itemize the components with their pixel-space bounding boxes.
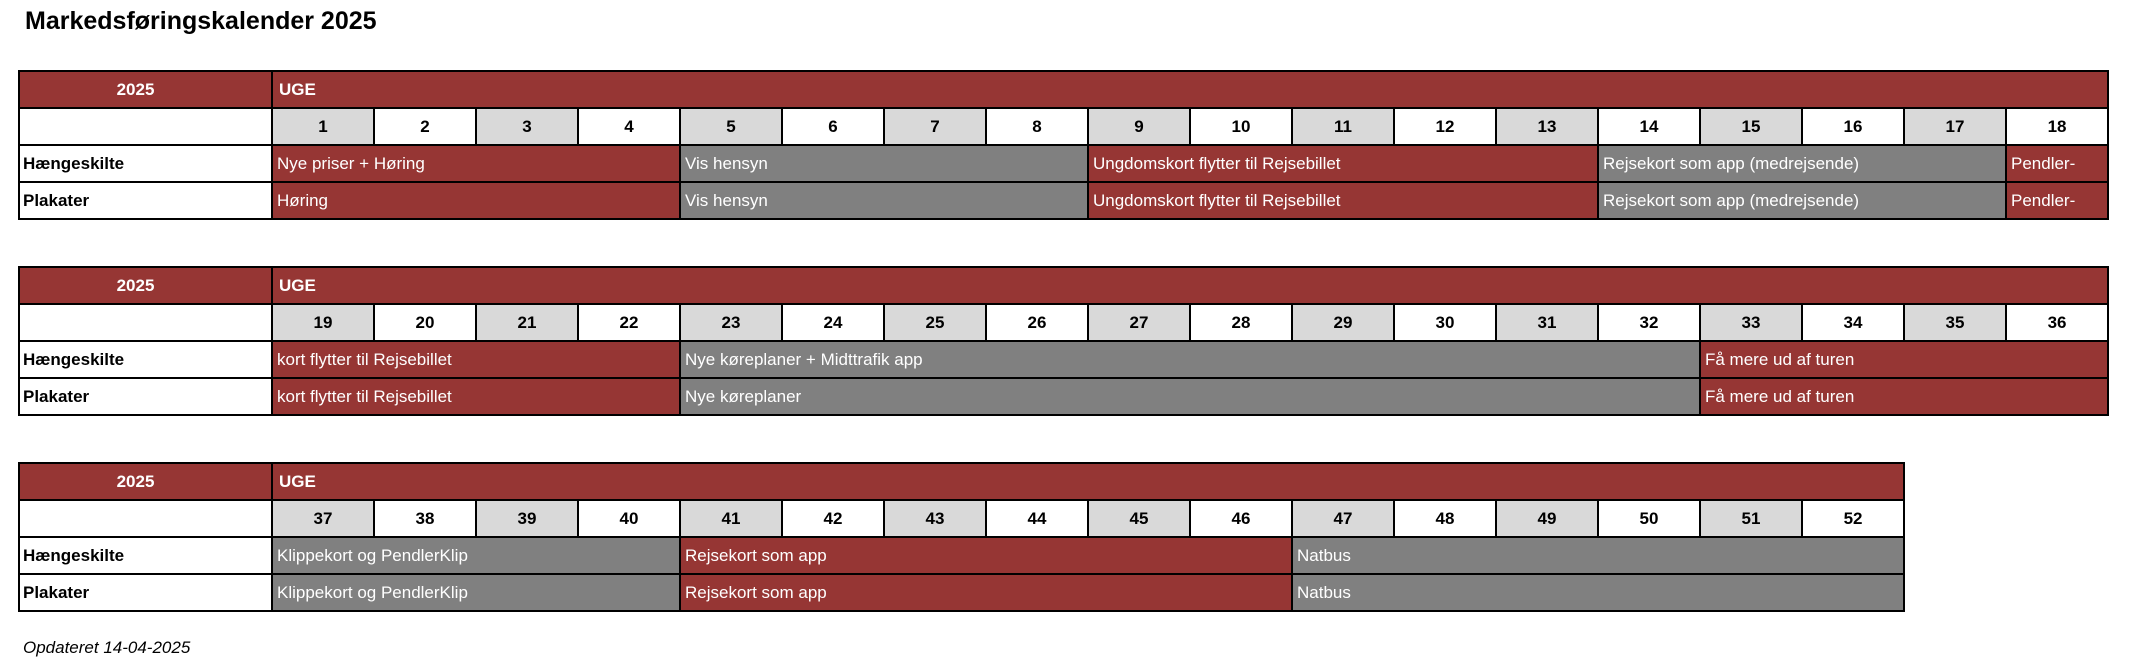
campaign-cell: Få mere ud af turen <box>1700 341 2108 378</box>
campaign-cell: Høring <box>272 182 680 219</box>
campaign-cell: kort flytter til Rejsebillet <box>272 378 680 415</box>
year-label: 2025 <box>19 463 272 500</box>
week-number: 25 <box>884 304 986 341</box>
week-number: 4 <box>578 108 680 145</box>
campaign-cell: Pendler- <box>2006 145 2108 182</box>
week-number: 15 <box>1700 108 1802 145</box>
week-number: 14 <box>1598 108 1700 145</box>
week-number: 3 <box>476 108 578 145</box>
campaign-cell: Rejsekort som app <box>680 537 1292 574</box>
week-number: 17 <box>1904 108 2006 145</box>
week-number: 13 <box>1496 108 1598 145</box>
week-number: 36 <box>2006 304 2108 341</box>
campaign-cell: Rejsekort som app <box>680 574 1292 611</box>
week-number: 32 <box>1598 304 1700 341</box>
week-number: 48 <box>1394 500 1496 537</box>
campaign-cell: kort flytter til Rejsebillet <box>272 341 680 378</box>
campaign-cell: Klippekort og PendlerKlip <box>272 574 680 611</box>
week-number: 22 <box>578 304 680 341</box>
campaign-cell: Vis hensyn <box>680 182 1088 219</box>
updated-date: Opdateret 14-04-2025 <box>23 638 191 657</box>
campaign-cell: Natbus <box>1292 574 1904 611</box>
row-label: Plakater <box>19 182 272 219</box>
campaign-cell: Pendler- <box>2006 182 2108 219</box>
week-header-label: UGE <box>272 267 2108 304</box>
week-number: 40 <box>578 500 680 537</box>
week-number: 9 <box>1088 108 1190 145</box>
week-number: 11 <box>1292 108 1394 145</box>
week-number: 27 <box>1088 304 1190 341</box>
week-number: 26 <box>986 304 1088 341</box>
week-number: 1 <box>272 108 374 145</box>
week-number: 20 <box>374 304 476 341</box>
empty-cell <box>19 500 272 537</box>
week-number: 47 <box>1292 500 1394 537</box>
week-number: 43 <box>884 500 986 537</box>
week-number: 18 <box>2006 108 2108 145</box>
empty-cell <box>19 304 272 341</box>
week-number: 52 <box>1802 500 1904 537</box>
week-number: 5 <box>680 108 782 145</box>
week-header-label: UGE <box>272 71 2108 108</box>
week-number: 21 <box>476 304 578 341</box>
campaign-cell: Få mere ud af turen <box>1700 378 2108 415</box>
week-number: 46 <box>1190 500 1292 537</box>
week-number: 45 <box>1088 500 1190 537</box>
week-number: 39 <box>476 500 578 537</box>
calendar-block <box>18 266 2109 416</box>
week-number: 8 <box>986 108 1088 145</box>
week-number: 29 <box>1292 304 1394 341</box>
row-label: Plakater <box>19 378 272 415</box>
page-title: Markedsføringskalender 2025 <box>25 7 377 35</box>
row-label: Hængeskilte <box>19 341 272 378</box>
row-label: Hængeskilte <box>19 145 272 182</box>
calendar-block <box>18 70 2109 220</box>
week-number: 31 <box>1496 304 1598 341</box>
campaign-cell: Vis hensyn <box>680 145 1088 182</box>
week-number: 6 <box>782 108 884 145</box>
week-number: 33 <box>1700 304 1802 341</box>
week-number: 50 <box>1598 500 1700 537</box>
week-number: 23 <box>680 304 782 341</box>
week-header-label: UGE <box>272 463 1904 500</box>
week-number: 30 <box>1394 304 1496 341</box>
week-number: 38 <box>374 500 476 537</box>
campaign-cell: Rejsekort som app (medrejsende) <box>1598 145 2006 182</box>
campaign-cell: Nye køreplaner <box>680 378 1700 415</box>
week-number: 37 <box>272 500 374 537</box>
row-label: Plakater <box>19 574 272 611</box>
week-number: 7 <box>884 108 986 145</box>
week-number: 49 <box>1496 500 1598 537</box>
campaign-cell: Natbus <box>1292 537 1904 574</box>
week-number: 16 <box>1802 108 1904 145</box>
empty-cell <box>19 108 272 145</box>
campaign-cell: Nye priser + Høring <box>272 145 680 182</box>
campaign-cell: Rejsekort som app (medrejsende) <box>1598 182 2006 219</box>
calendar-block <box>18 462 1905 612</box>
campaign-cell: Ungdomskort flytter til Rejsebillet <box>1088 145 1598 182</box>
year-label: 2025 <box>19 71 272 108</box>
week-number: 51 <box>1700 500 1802 537</box>
week-number: 24 <box>782 304 884 341</box>
week-number: 35 <box>1904 304 2006 341</box>
week-number: 12 <box>1394 108 1496 145</box>
week-number: 19 <box>272 304 374 341</box>
week-number: 34 <box>1802 304 1904 341</box>
campaign-cell: Nye køreplaner + Midttrafik app <box>680 341 1700 378</box>
campaign-cell: Klippekort og PendlerKlip <box>272 537 680 574</box>
year-label: 2025 <box>19 267 272 304</box>
week-number: 41 <box>680 500 782 537</box>
row-label: Hængeskilte <box>19 537 272 574</box>
campaign-cell: Ungdomskort flytter til Rejsebillet <box>1088 182 1598 219</box>
week-number: 28 <box>1190 304 1292 341</box>
week-number: 42 <box>782 500 884 537</box>
week-number: 10 <box>1190 108 1292 145</box>
week-number: 44 <box>986 500 1088 537</box>
week-number: 2 <box>374 108 476 145</box>
